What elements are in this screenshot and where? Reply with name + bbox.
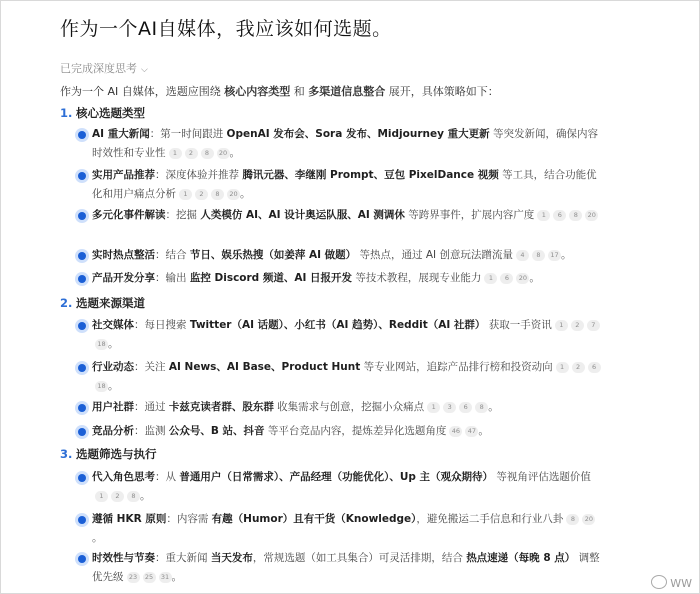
citation-badge[interactable]: 8	[201, 148, 214, 159]
list-item	[92, 166, 602, 204]
bold-text: Twitter（AI 话题）、小红书（AI 趋势）、Reddit（AI 社群）	[189, 319, 486, 331]
page-title: 作为一个AI自媒体，我应该如何选题。	[60, 18, 392, 40]
citation-badge[interactable]: 20	[227, 189, 240, 200]
citation-badge[interactable]: 1	[95, 491, 108, 502]
citation-badge[interactable]: 31	[159, 572, 172, 583]
bold-text: AI 重大新闻	[92, 128, 150, 140]
citation-badge[interactable]: 6	[459, 402, 472, 413]
citation-badge[interactable]: 1	[555, 320, 568, 331]
citation-badge[interactable]: 18	[95, 381, 108, 392]
text-run: 等热点，通过 AI 创意玩法蹭流量	[356, 249, 513, 261]
bullet-icon	[78, 364, 86, 372]
list-item	[92, 125, 602, 163]
bold-text: 热点速递（每晚 8 点）	[466, 552, 576, 564]
deep-thinking-toggle[interactable]	[60, 60, 148, 76]
intro-paragraph	[60, 83, 499, 99]
citation-badge[interactable]: 6	[500, 273, 513, 284]
text-run: 。	[92, 532, 103, 544]
list-item	[92, 422, 602, 441]
citation-badge[interactable]: 2	[111, 491, 124, 502]
text-run: ，常规选题（如工具集合）可灵活排期，结合	[252, 552, 467, 564]
citation-badge[interactable]: 3	[443, 402, 456, 413]
bullet-icon	[78, 131, 86, 139]
bold-text: 遵循 HKR 原则	[92, 513, 167, 525]
deep-thinking-label: 已完成深度思考	[60, 62, 137, 75]
citation-badge[interactable]: 20	[217, 148, 230, 159]
list-item	[92, 206, 602, 225]
text-run: ：从	[155, 471, 180, 483]
text-run: 。	[560, 249, 572, 261]
citation-badge[interactable]: 2	[185, 148, 198, 159]
bullet-icon	[78, 322, 86, 330]
list-item	[92, 269, 602, 288]
text-run: ：每日搜索	[134, 319, 190, 331]
bullet-icon	[78, 516, 86, 524]
bullet-icon	[78, 252, 86, 260]
bullet-icon	[78, 428, 86, 436]
bold-text: 有趣（Humor）且有干货（Knowledge）	[211, 513, 417, 525]
citation-badge[interactable]: 8	[532, 250, 545, 261]
text-run: 调整优先级	[92, 552, 600, 583]
text-run: 收集需求与创意，挖掘小众痛点	[273, 401, 425, 413]
text-run: 获取一手资讯	[485, 319, 552, 331]
citation-badge[interactable]: 47	[465, 426, 478, 437]
bold-text: 公众号、B 站、抖音	[168, 425, 265, 437]
citation-badge[interactable]: 25	[143, 572, 156, 583]
citation-badge[interactable]: 1	[484, 273, 497, 284]
citation-badge[interactable]: 17	[548, 250, 561, 261]
citation-badge[interactable]: 8	[475, 402, 488, 413]
text-run: 。	[108, 380, 119, 392]
text-run: ：内容需	[166, 513, 212, 525]
text-run: 。	[488, 401, 499, 413]
citation-badge[interactable]: 20	[585, 210, 598, 221]
citation-badge[interactable]: 8	[127, 491, 140, 502]
bold-text: 普通用户（日常需求）、产品经理（功能优化）、Up 主（观众期待）	[179, 471, 494, 483]
text-run: ：监测	[134, 425, 169, 437]
bullet-icon	[78, 172, 86, 180]
citation-badge[interactable]: 1	[169, 148, 182, 159]
citation-badge[interactable]: 2	[571, 320, 584, 331]
text-run: 。	[171, 571, 182, 583]
text-run: ：挖掘	[165, 209, 201, 221]
citation-badge[interactable]: 4	[516, 250, 529, 261]
weibo-logo-icon	[651, 575, 667, 589]
citation-badge[interactable]: 20	[582, 514, 595, 525]
bold-text: 核心内容类型	[224, 85, 291, 98]
text-run: 。	[529, 272, 540, 284]
bold-text: 人类模仿 AI、AI 设计奥运队服、AI 测调休	[200, 209, 405, 221]
text-run: 等平台竞品内容，提炼差异化选题角度	[264, 425, 447, 437]
bold-text: OpenAI 发布会、Sora 发布、Midjourney 重大更新	[226, 128, 490, 140]
citation-badge[interactable]: 18	[95, 339, 108, 350]
list-item	[92, 468, 602, 506]
bullet-icon	[78, 275, 86, 283]
bold-text: 产品开发分享	[92, 272, 155, 284]
text-run: 作为一个 AI 自媒体，选题应围绕	[60, 85, 225, 98]
text-run: 等跨界事件，扩展内容广度	[404, 209, 535, 221]
list-item	[92, 316, 602, 354]
bold-text: 社交媒体	[92, 319, 134, 331]
text-run: ：第一时间跟进	[149, 128, 227, 140]
bullet-icon	[78, 212, 86, 220]
bold-text: 实用产品推荐	[92, 169, 155, 181]
citation-badge[interactable]: 6	[588, 362, 601, 373]
text-run: 等工具，结合功能优化和用户痛点分析	[92, 169, 597, 200]
bullet-icon	[78, 474, 86, 482]
bold-text: 竞品分析	[92, 425, 134, 437]
citation-badge[interactable]: 46	[449, 426, 462, 437]
bold-text: 时效性与节奏	[92, 552, 155, 564]
citation-badge[interactable]: 20	[516, 273, 529, 284]
bold-text: 卡兹克读者群、股东群	[168, 401, 274, 413]
citation-badge[interactable]: 2	[572, 362, 585, 373]
citation-badge[interactable]: 8	[566, 514, 579, 525]
list-item	[92, 246, 602, 265]
text-run: 等突发新闻，确保内容时效性和专业性	[92, 128, 598, 159]
citation-badge[interactable]: 2	[195, 189, 208, 200]
bold-text: 多渠道信息整合	[308, 85, 386, 98]
text-run: 等视角评估选题价值	[493, 471, 591, 483]
citation-badge[interactable]: 1	[537, 210, 550, 221]
text-run: ：关注	[134, 361, 169, 373]
citation-badge[interactable]: 8	[569, 210, 582, 221]
citation-badge[interactable]: 1	[179, 189, 192, 200]
text-run: 。	[240, 188, 251, 200]
text-run: ：结合	[155, 249, 190, 261]
citation-badge[interactable]: 8	[211, 189, 224, 200]
text-run: ：通过	[134, 401, 169, 413]
text-run: ：重大新闻	[155, 552, 211, 564]
citation-badge[interactable]: 1	[427, 402, 440, 413]
bold-text: 行业动态	[92, 361, 134, 373]
bold-text: 多元化事件解读	[92, 209, 166, 221]
bold-text: 用户社群	[92, 401, 134, 413]
text-run: ：深度体验并推荐	[155, 169, 243, 181]
text-run: ：输出	[155, 272, 190, 284]
text-run: 。	[140, 490, 151, 502]
citation-badge[interactable]: 6	[553, 210, 566, 221]
citation-badge[interactable]: 23	[127, 572, 140, 583]
list-item	[92, 398, 602, 417]
citation-badge[interactable]: 1	[556, 362, 569, 373]
list-item	[92, 510, 602, 548]
text-run: 等技术教程，展现专业能力	[352, 272, 482, 284]
text-run: 等专业网站，追踪产品排行榜和投资动向	[360, 361, 553, 373]
bold-text: 当天发布	[210, 552, 253, 564]
section-heading-1: 1. 核心选题类型	[60, 106, 145, 120]
bold-text: 代入角色思考	[92, 471, 155, 483]
text-run: 展开，具体策略如下：	[385, 85, 499, 98]
bold-text: 节日、娱乐热搜（如姜萍 AI 做题）	[189, 249, 357, 261]
bullet-icon	[78, 404, 86, 412]
text-run: 。	[478, 425, 489, 437]
citation-badge[interactable]: 7	[587, 320, 600, 331]
bold-text: 腾讯元器、李继刚 Prompt、豆包 PixelDance 视频	[242, 169, 499, 181]
bold-text: 监控 Discord 频道、AI 日报开发	[189, 272, 353, 284]
text-run: 。	[229, 147, 240, 159]
bold-text: AI News、AI Base、Product Hunt	[168, 361, 361, 373]
bullet-icon	[78, 555, 86, 563]
text-run: 。	[108, 338, 119, 350]
list-item	[92, 549, 602, 587]
section-heading-2: 2. 选题来源渠道	[60, 296, 145, 310]
watermark: WW	[651, 575, 692, 590]
text-run: ，避免搬运二手信息和行业八卦	[416, 513, 564, 525]
list-item	[92, 358, 602, 396]
chevron-down-icon: ⌵	[141, 65, 148, 75]
bold-text: 实时热点整活	[92, 249, 155, 261]
text-run: 和	[290, 85, 309, 98]
section-heading-3: 3. 选题筛选与执行	[60, 447, 157, 461]
